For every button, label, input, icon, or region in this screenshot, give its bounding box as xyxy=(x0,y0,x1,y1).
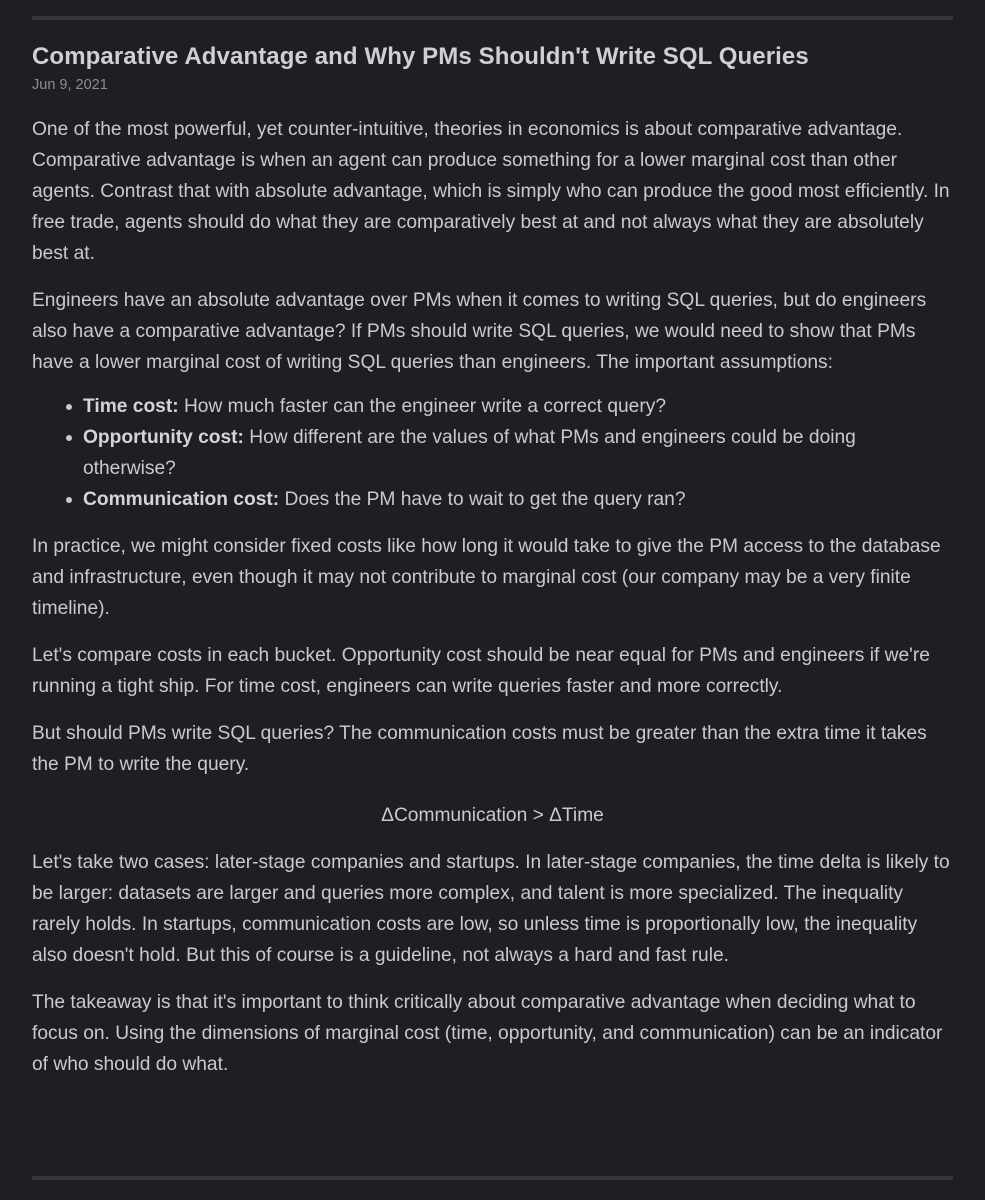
paragraph-compare-costs: Let's compare costs in each bucket. Opportunity cost should be near equal for PMs and engineers if we're running a tight ship. For time cost, engineers can write queries faster and more correctly. xyxy=(32,645,930,697)
list-item-text: Does the PM have to wait to get the query ran? xyxy=(279,489,686,510)
list-item-term: Time cost: xyxy=(83,396,179,417)
list-item-time-cost xyxy=(83,391,953,422)
bottom-divider xyxy=(32,1176,953,1180)
paragraph-two-cases: Let's take two cases: later-stage companies and startups. In later-stage companies, the time delta is likely to be larger: datasets are larger and queries more complex, and talent is more specialized. The inequality rarely holds. In startups, communication costs are low, so unless time is proportionally low, the inequality also doesn't hold. But this of course is a guideline, not always a hard and fast rule. xyxy=(32,852,950,966)
paragraph-engineers: Engineers have an absolute advantage over PMs when it comes to writing SQL queries, but do engineers also have a comparative advantage? If PMs should write SQL queries, we would need to show that PMs have a lower marginal cost of writing SQL queries than engineers. The important assumptions: xyxy=(32,290,927,373)
paragraph-intro: One of the most powerful, yet counter-intuitive, theories in economics is about comparative advantage. Comparative advantage is when an agent can produce something for a lower marginal cost than other agents. Contrast that with absolute advantage, which is simply who can produce the good most efficiently. In free trade, agents should do what they are comparatively best at and not always what they are absolutely best at. xyxy=(32,119,950,264)
paragraph-takeaway: The takeaway is that it's important to think critically about comparative advantage when deciding what to focus on. Using the dimensions of marginal cost (time, opportunity, and communication) can be an indicator of who should do what. xyxy=(32,992,943,1075)
bullet-dot xyxy=(66,404,72,410)
list-item-term: Communication cost: xyxy=(83,489,280,510)
bullet-dot xyxy=(66,497,72,503)
post-title: Comparative Advantage and Why PMs Shouldn't Write SQL Queries xyxy=(32,43,809,70)
bullet-dot xyxy=(66,435,72,441)
assumptions-list xyxy=(32,391,953,515)
top-divider xyxy=(32,16,953,20)
post-container xyxy=(32,0,953,1080)
list-item-term: Opportunity cost: xyxy=(83,427,244,448)
list-item-opportunity-cost xyxy=(83,422,953,484)
list-item-text: How much faster can the engineer write a correct query? xyxy=(178,396,666,417)
list-item-communication-cost xyxy=(83,484,953,515)
paragraph-should-pms: But should PMs write SQL queries? The communication costs must be greater than the extra time it takes the PM to write the query. xyxy=(32,723,927,775)
list-item-text: How different are the values of what PMs and engineers could be doing otherwise? xyxy=(83,427,856,479)
paragraph-fixed-costs: In practice, we might consider fixed costs like how long it would take to give the PM access to the database and infrastructure, even though it may not contribute to marginal cost (our company may be a very finite timeline). xyxy=(32,536,941,619)
post-date: Jun 9, 2021 xyxy=(32,77,108,93)
inequality-formula: ΔCommunication > ΔTime xyxy=(381,805,604,826)
